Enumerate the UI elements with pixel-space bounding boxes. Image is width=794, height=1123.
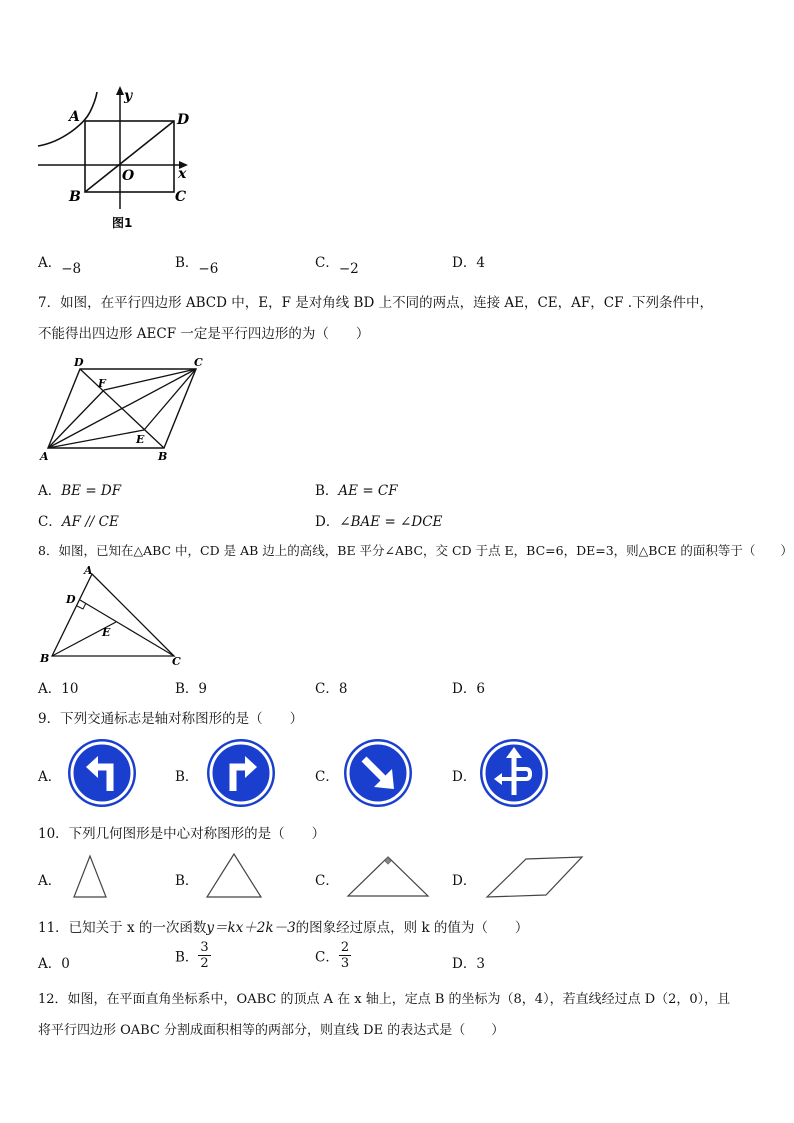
label-E: E (136, 433, 145, 446)
label-A: A (69, 109, 80, 125)
label-D: D (74, 356, 84, 369)
label-x: x (178, 166, 187, 182)
q9-option-d-label: D． (452, 769, 477, 785)
label-A: A (40, 450, 49, 463)
figure-label: 图1 (112, 216, 133, 230)
q7-stem-line1: 7．如图，在平行四边形 ABCD 中，E，F 是对角线 BD 上不同的两点，连接 AE，CE，AF，CF .下列条件中， (38, 295, 714, 311)
q8-option-b[interactable]: B．9 (175, 681, 208, 697)
q7-option-d[interactable]: D．∠BAE = ∠DCE (315, 514, 443, 530)
label-D: D (66, 593, 76, 606)
q8-option-a[interactable]: A．10 (38, 681, 79, 697)
q8-stem: 8．如图，已知在△ABC 中，CD 是 AB 边上的高线，BE 平分∠ABC，交 CD 于点 E，BC=6，DE=3，则△BCE 的面积等于（ ） (38, 543, 793, 558)
y-axis-arrow (116, 86, 124, 95)
q11-option-a[interactable]: A．0 (38, 956, 70, 972)
label-O: O (122, 168, 135, 184)
q10-option-b-label: B． (175, 873, 199, 889)
label-D: D (177, 112, 190, 128)
q11-option-b[interactable]: B． $\frac{3}{2}$ (175, 940, 209, 971)
hyperbola-curve (38, 92, 97, 146)
q11-option-c[interactable]: C． $\frac{2}{3}$ (315, 940, 350, 971)
segment-EC (144, 369, 196, 430)
q7-option-b[interactable]: B．AE = CF (315, 483, 398, 499)
segment-FC (104, 369, 196, 390)
q11-stem: 11．已知关于 x 的一次函数y＝kx＋2k－3的图象经过原点，则 k 的值为（ ） (38, 920, 529, 936)
q12-stem-line2: 将平行四边形 OABC 分割成面积相等的两部分，则直线 DE 的表达式是（ ） (38, 1023, 505, 1038)
triangle-ABC (52, 574, 174, 656)
label-C: C (172, 655, 181, 668)
label-C: C (175, 189, 187, 205)
q9-option-b-label: B． (175, 769, 199, 785)
label-B: B (69, 189, 81, 205)
down-right-arrow-sign-icon[interactable] (342, 737, 414, 809)
q7-stem-line2: 不能得出四边形 AECF 一定是平行四边形的为（ ） (38, 326, 370, 342)
q8-option-d[interactable]: D．6 (452, 681, 485, 697)
q6-option-d[interactable]: D．4 (452, 255, 485, 271)
q8-figure (36, 564, 186, 670)
label-y: y (124, 88, 133, 104)
q9-option-a-label: A． (38, 769, 62, 785)
q11-option-d[interactable]: D．3 (452, 956, 485, 972)
turn-right-sign-icon[interactable] (205, 737, 277, 809)
label-F: F (98, 377, 106, 390)
label-B: B (40, 652, 50, 665)
q10-stem: 10．下列几何图形是中心对称图形的是（ ） (38, 826, 326, 842)
right-angle-mark (77, 603, 86, 609)
q10-option-a-label: A． (38, 873, 62, 889)
q6-figure (32, 84, 202, 234)
straight-or-left-sign-icon[interactable] (478, 737, 550, 809)
q12-stem-line1: 12．如图，在平面直角坐标系中，OABC 的顶点 A 在 x 轴上，定点 B 的坐标为（8，4），若直线经过点 D（2，0），且 (38, 992, 731, 1007)
q8-option-c[interactable]: C．8 (315, 681, 348, 697)
q6-option-a[interactable]: A．−8 (38, 255, 82, 277)
equilateral-triangle-shape[interactable] (204, 851, 264, 901)
q10-option-d-label: D． (452, 873, 477, 889)
label-C: C (194, 356, 203, 369)
q6-option-c[interactable]: C．−2 (315, 255, 359, 277)
turn-left-sign-icon[interactable] (66, 737, 138, 809)
label-B: B (158, 450, 168, 463)
right-isosceles-triangle-shape[interactable] (344, 854, 434, 900)
parallelogram-shape[interactable] (484, 854, 586, 900)
q9-stem: 9．下列交通标志是轴对称图形的是（ ） (38, 711, 304, 727)
q7-option-c[interactable]: C．AF // CE (38, 514, 119, 530)
label-E: E (102, 626, 111, 639)
q7-option-a[interactable]: A．BE = DF (38, 483, 122, 499)
q7-figure (36, 352, 216, 464)
q9-option-c-label: C． (315, 769, 339, 785)
isosceles-triangle-shape[interactable] (70, 853, 110, 899)
diagonal-AC (48, 369, 196, 448)
q10-option-c-label: C． (315, 873, 339, 889)
label-A: A (84, 564, 93, 577)
q6-option-b[interactable]: B．−6 (175, 255, 219, 277)
